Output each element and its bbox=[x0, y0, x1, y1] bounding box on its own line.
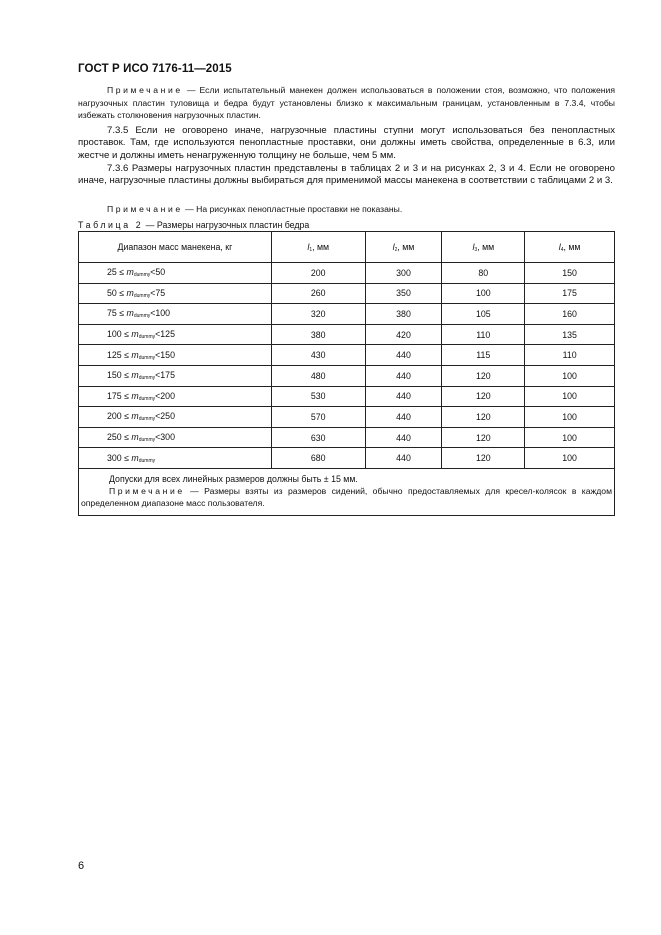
table-header-row bbox=[79, 232, 615, 263]
l2-cell: 440 bbox=[365, 407, 442, 428]
table-note-label: Примечание bbox=[109, 485, 185, 496]
table-row bbox=[79, 407, 615, 428]
l1-cell: 570 bbox=[271, 407, 365, 428]
table-row bbox=[79, 345, 615, 366]
mass-range-cell: $25 \le m_{dummy}<50$ bbox=[79, 263, 272, 284]
mass-range-cell: $250 \le m_{dummy}<300$ bbox=[79, 427, 272, 448]
table-caption bbox=[78, 220, 309, 230]
note-text: — Если испытательный манекен должен использоваться в положении стоя, возможно, что положения нагрузочных пластин туловища и бедра будут установлены близко к максимальным границам, установленным в 7.3.4, чтобы избежать столкновения нагрузочных пластин. bbox=[78, 85, 615, 121]
l2-cell: 440 bbox=[365, 427, 442, 448]
l1-cell: 200 bbox=[271, 263, 365, 284]
l3-cell: 80 bbox=[442, 263, 525, 284]
note-label: Примечание bbox=[107, 85, 183, 95]
header-l1: $l_1$, мм bbox=[271, 232, 365, 263]
note-foam-spacers bbox=[78, 203, 615, 215]
table-note-text: — Размеры взяты из размеров сидений, обычно предоставляемых для кресел-колясок в каждом определенном диапазоне масс пользователя. bbox=[81, 485, 612, 508]
table-row bbox=[79, 448, 615, 469]
l2-cell: 440 bbox=[365, 365, 442, 386]
header-l3: $l_3$, мм bbox=[442, 232, 525, 263]
table-caption-text: — Размеры нагрузочных пластин бедра bbox=[143, 220, 310, 230]
table-row bbox=[79, 365, 615, 386]
mass-range-cell: $200 \le m_{dummy}<250$ bbox=[79, 407, 272, 428]
l1-cell: 680 bbox=[271, 448, 365, 469]
l2-cell: 440 bbox=[365, 345, 442, 366]
l3-cell: 110 bbox=[442, 324, 525, 345]
mass-range-cell: $125 \le m_{dummy}<150$ bbox=[79, 345, 272, 366]
l3-cell: 120 bbox=[442, 448, 525, 469]
note-text: — На рисунках пенопластные проставки не показаны. bbox=[182, 204, 403, 214]
l3-cell: 120 bbox=[442, 365, 525, 386]
l3-cell: 120 bbox=[442, 386, 525, 407]
header-mass-range: Диапазон масс манекена, кг bbox=[79, 232, 272, 263]
table-row bbox=[79, 283, 615, 304]
table-row bbox=[79, 427, 615, 448]
l2-cell: 420 bbox=[365, 324, 442, 345]
mass-range-cell: $75 \le m_{dummy}<100$ bbox=[79, 304, 272, 325]
table-row bbox=[79, 324, 615, 345]
table-row bbox=[79, 386, 615, 407]
tolerance-note: Допуски для всех линейных размеров должны быть ± 15 мм. bbox=[109, 473, 358, 484]
header-l2: $l_2$, мм bbox=[365, 232, 442, 263]
l1-cell: 430 bbox=[271, 345, 365, 366]
table-footer bbox=[79, 468, 615, 515]
l1-cell: 530 bbox=[271, 386, 365, 407]
l4-cell: 160 bbox=[525, 304, 615, 325]
l4-cell: 100 bbox=[525, 386, 615, 407]
table-caption-label: Таблица 2 bbox=[78, 220, 144, 230]
l1-cell: 380 bbox=[271, 324, 365, 345]
header-l4: $l_4$, мм bbox=[525, 232, 615, 263]
l3-cell: 115 bbox=[442, 345, 525, 366]
l2-cell: 440 bbox=[365, 448, 442, 469]
l2-cell: 300 bbox=[365, 263, 442, 284]
l2-cell: 350 bbox=[365, 283, 442, 304]
l4-cell: 100 bbox=[525, 365, 615, 386]
mass-range-cell: $175 \le m_{dummy}<200$ bbox=[79, 386, 272, 407]
l1-cell: 630 bbox=[271, 427, 365, 448]
thigh-plate-dimensions-table bbox=[78, 231, 615, 516]
table-note bbox=[81, 485, 612, 509]
l1-cell: 320 bbox=[271, 304, 365, 325]
document-header: ГОСТ Р ИСО 7176-11—2015 bbox=[78, 63, 232, 75]
l3-cell: 120 bbox=[442, 407, 525, 428]
l1-cell: 260 bbox=[271, 283, 365, 304]
note-label: Примечание bbox=[107, 204, 183, 214]
l2-cell: 440 bbox=[365, 386, 442, 407]
note-standing-dummy bbox=[78, 84, 615, 122]
mass-range-cell: $300 \le m_{dummy}$ bbox=[79, 448, 272, 469]
paragraph-7-3-6: 7.3.6 Размеры нагрузочных пластин представлены в таблицах 2 и 3 и на рисунках 2, 3 и 4. Если не оговорено иначе, нагрузочные пластины должны выбираться для применимой массы манекена в соответствии с таблицами 2 и 3. bbox=[78, 163, 615, 187]
mass-range-cell: $50 \le m_{dummy}<75$ bbox=[79, 283, 272, 304]
l4-cell: 110 bbox=[525, 345, 615, 366]
l1-cell: 480 bbox=[271, 365, 365, 386]
l3-cell: 100 bbox=[442, 283, 525, 304]
l3-cell: 120 bbox=[442, 427, 525, 448]
mass-range-cell: $150 \le m_{dummy}<175$ bbox=[79, 365, 272, 386]
l3-cell: 105 bbox=[442, 304, 525, 325]
table-footer-row bbox=[79, 468, 615, 515]
table-row bbox=[79, 263, 615, 284]
l4-cell: 100 bbox=[525, 427, 615, 448]
table-row bbox=[79, 304, 615, 325]
mass-range-cell: $100 \le m_{dummy}<125$ bbox=[79, 324, 272, 345]
l4-cell: 135 bbox=[525, 324, 615, 345]
paragraph-7-3-5: 7.3.5 Если не оговорено иначе, нагрузочные пластины ступни могут использоваться без пенопластных проставок. Там, где используются пенопластные проставки, они должны иметь свойства, определенные в 6.3, или жестче и должны иметь ненагруженную толщину не больше, чем 5 мм. bbox=[78, 125, 615, 161]
l4-cell: 100 bbox=[525, 407, 615, 428]
page-number: 6 bbox=[78, 860, 85, 872]
l2-cell: 380 bbox=[365, 304, 442, 325]
l4-cell: 150 bbox=[525, 263, 615, 284]
l4-cell: 175 bbox=[525, 283, 615, 304]
l4-cell: 100 bbox=[525, 448, 615, 469]
